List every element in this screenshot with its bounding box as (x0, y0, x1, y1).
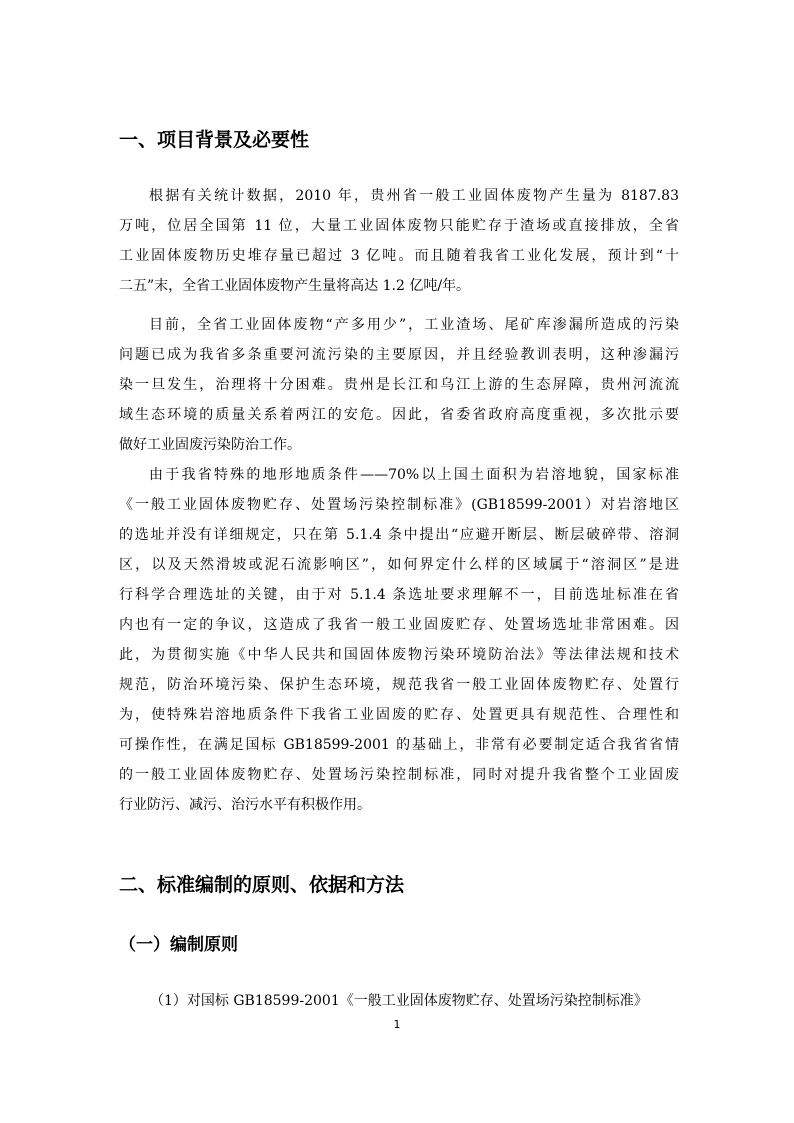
paragraph-line: 行科学合理选址的关键，由于对 5.1.4 条选址要求理解不一，目前选址标准在省 (119, 587, 679, 603)
section-heading-background: 一、项目背景及必要性 (119, 129, 310, 151)
paragraph-statistics (119, 181, 679, 301)
paragraph-pollution-problem (119, 310, 679, 460)
paragraph-line: 问题已成为我省多条重要河流污染的主要原因，并且经验教训表明，这种渗漏污 (119, 347, 679, 363)
paragraph-line: 做好工业固废污染防治工作。 (119, 437, 301, 453)
paragraph-line: 由于我省特殊的地形地质条件——70%以上国土面积为岩溶地貌，国家标准 (149, 467, 679, 483)
paragraph-line: 万吨，位居全国第 11 位，大量工业固体废物只能贮存于渣场或直接排放，全省 (119, 218, 679, 234)
paragraph-line: 目前，全省工业固体废物“产多用少”，工业渣场、尾矿库渗漏所造成的污染 (149, 317, 679, 333)
paragraph-line: 的一般工业固体废物贮存、处置场污染控制标准，同时对提升我省整个工业固废 (119, 767, 679, 783)
paragraph-line: 为，使特殊岩溶地质条件下我省工业固废的贮存、处置更具有规范性、合理性和 (119, 707, 679, 723)
paragraph-line: 内也有一定的争议，这造成了我省一般工业固废贮存、处置场选址非常困难。因 (119, 617, 679, 633)
section-heading-principles: 二、标准编制的原则、依据和方法 (119, 874, 405, 896)
paragraph-line: 此，为贯彻实施《中华人民共和国固体废物污染环境防治法》等法律法规和技术 (119, 647, 679, 663)
paragraph-line: 二五”末，全省工业固体废物产生量将高达 1.2 亿吨/年。 (119, 278, 471, 294)
paragraph-line: 区，以及天然滑坡或泥石流影响区”，如何界定什么样的区域属于“溶洞区”是进 (119, 557, 679, 573)
paragraph-line: 行业防污、减污、治污水平有积极作用。 (119, 797, 371, 813)
paragraph-karst-conditions (119, 460, 679, 820)
paragraph-line: 工业固体废物历史堆存量已超过 3 亿吨。而且随着我省工业化发展，预计到“十 (119, 248, 679, 264)
paragraph-line: 域生态环境的质量关系着两江的安危。因此，省委省政府高度重视，多次批示要 (119, 407, 679, 423)
paragraph-line: 染一旦发生，治理将十分困难。贵州是长江和乌江上游的生态屏障，贵州河流流 (119, 377, 679, 393)
subsection-heading-principles: （一）编制原则 (119, 935, 238, 955)
paragraph-line: 根据有关统计数据，2010 年，贵州省一般工业固体废物产生量为 8187.83 (149, 188, 679, 204)
numbered-item: （1）对国标 GB18599-2001《一般工业固体废物贮存、处置场污染控制标准》 (150, 993, 648, 1009)
paragraph-line: 的选址并没有详细规定，只在第 5.1.4 条中提出“应避开断层、断层破碎带、溶洞 (119, 527, 679, 543)
page-number: 1 (393, 1018, 401, 1031)
paragraph-line: 规范，防治环境污染、保护生态环境，规范我省一般工业固体废物贮存、处置行 (119, 677, 679, 693)
paragraph-line: 可操作性，在满足国标 GB18599-2001 的基础上，非常有必要制定适合我省省情 (119, 737, 679, 753)
paragraph-line: 《一般工业固体废物贮存、处置场污染控制标准》(GB18599-2001）对岩溶地区 (119, 497, 679, 513)
